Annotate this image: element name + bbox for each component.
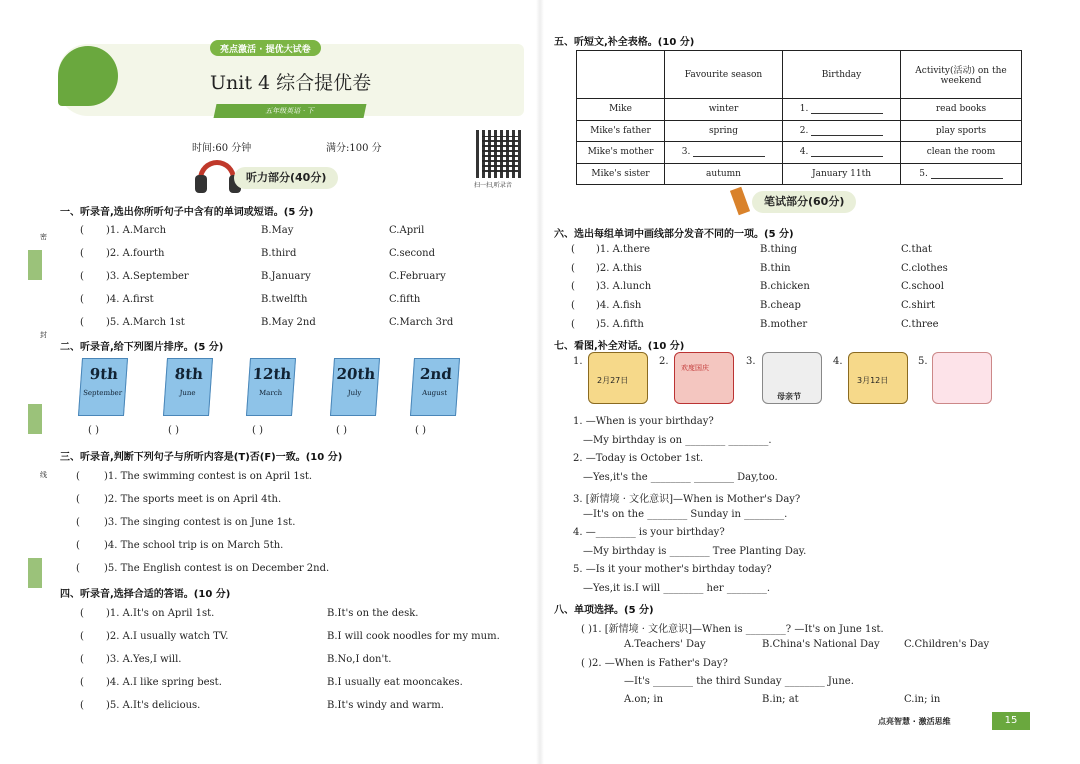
option-a: )5. A.March 1st — [106, 317, 185, 328]
answer-paren[interactable]: ( ) — [336, 425, 347, 436]
picture-number: 4. — [833, 356, 843, 367]
date-card: 8th June — [163, 358, 213, 416]
option-b: B.cheap — [760, 300, 801, 311]
dialogue-line: —My birthday is on ________ ________. — [583, 435, 772, 446]
section-6-title: 六、选出每组单词中画线部分发音不同的一项。(5 分) — [554, 229, 794, 240]
option-a: )2. A.I usually watch TV. — [106, 631, 229, 642]
option-a: )4. A.first — [106, 294, 154, 305]
dialogue-line: —Yes,it is.I will ________ her ________. — [583, 583, 771, 594]
statement: )3. The singing contest is on June 1st. — [104, 517, 296, 528]
dialogue-line: 1. —When is your birthday? — [573, 416, 714, 427]
answer-paren[interactable]: ( — [76, 517, 80, 528]
date-card: 20th July — [330, 358, 380, 416]
table-cell: read books — [901, 99, 1022, 121]
mothers-day-icon: 母亲节 — [762, 352, 822, 404]
dialogue-line: 4. —________ is your birthday? — [573, 527, 725, 538]
answer-paren[interactable]: ( ) — [88, 425, 99, 436]
answer-paren[interactable]: ( — [571, 319, 575, 330]
option-c: C.shirt — [901, 300, 936, 311]
listening-section-title: 听力部分(40分) — [234, 167, 338, 189]
statement: )2. The sports meet is on April 4th. — [104, 494, 282, 505]
answer-paren[interactable]: ( — [80, 654, 84, 665]
option-b: B.No,I don't. — [327, 654, 392, 665]
option-c: C.that — [901, 244, 932, 255]
qr-caption: 扫一扫,听录音 — [474, 182, 512, 189]
answer-paren[interactable]: ( ) — [415, 425, 426, 436]
headphone-ear-icon — [195, 175, 207, 193]
table-cell[interactable]: 4. — [783, 142, 901, 164]
answer-paren[interactable]: ( — [80, 317, 84, 328]
option-c: C.clothes — [901, 263, 948, 274]
answer-paren[interactable]: ( — [571, 300, 575, 311]
table-cell: winter — [665, 99, 783, 121]
boy-washing-clothes-icon — [932, 352, 992, 404]
table-cell: spring — [665, 120, 783, 142]
option-a: A.Teachers' Day — [624, 639, 706, 650]
answer-paren[interactable]: ( — [571, 263, 575, 274]
question-2-line: —It's ________ the third Sunday ________ June. — [624, 676, 854, 687]
option-c: C.three — [901, 319, 939, 330]
dialogue-line: —My birthday is ________ Tree Planting Day. — [583, 546, 807, 557]
option-c: C.school — [901, 281, 944, 292]
option-b: B.It's on the desk. — [327, 608, 419, 619]
answer-paren[interactable]: ( — [80, 700, 84, 711]
option-b: B.China's National Day — [762, 639, 880, 650]
option-a: )2. A.this — [596, 263, 642, 274]
answer-paren[interactable]: ( — [80, 631, 84, 642]
option-b: B.It's windy and warm. — [327, 700, 444, 711]
table-cell[interactable]: 5. — [901, 163, 1022, 185]
date-card: 2nd August — [410, 358, 460, 416]
dialogue-line: 2. —Today is October 1st. — [573, 453, 704, 464]
section-5-title: 五、听短文,补全表格。(10 分) — [554, 37, 695, 48]
answer-paren[interactable]: ( ) — [168, 425, 179, 436]
table-header-cell: Birthday — [783, 51, 901, 99]
picture-number: 2. — [659, 356, 669, 367]
dialogue-line: —Yes,it's the ________ ________ Day,too. — [583, 472, 778, 483]
dialogue-line: —It's on the ________ Sunday in ________. — [583, 509, 788, 520]
question-2: ( )2. —When is Father's Day? — [581, 658, 728, 669]
answer-paren[interactable]: ( — [76, 494, 80, 505]
table-cell[interactable]: 3. — [665, 142, 783, 164]
answer-paren[interactable]: ( — [80, 677, 84, 688]
seal-mark: 封 — [40, 331, 47, 339]
answer-paren[interactable]: ( — [80, 608, 84, 619]
section-2-title: 二、听录音,给下列图片排序。(5 分) — [60, 342, 224, 353]
table-row — [577, 142, 1022, 164]
option-b: B.third — [261, 248, 297, 259]
dialogue-line: 5. —Is it your mother's birthday today? — [573, 564, 772, 575]
option-a: )4. A.I like spring best. — [106, 677, 222, 688]
answer-paren[interactable]: ( — [80, 225, 84, 236]
option-a: )3. A.Yes,I will. — [106, 654, 182, 665]
table-header-cell: Favourite season — [665, 51, 783, 99]
table-header-cell: Activity(活动) on the weekend — [901, 51, 1022, 99]
table-row — [577, 163, 1022, 185]
option-a: A.on; in — [624, 694, 664, 705]
table-cell: Mike — [577, 99, 665, 121]
option-b: B.January — [261, 271, 311, 282]
dialogue-line: 3. [新情境 · 文化意识]—When is Mother's Day? — [573, 494, 801, 505]
answer-paren[interactable]: ( — [76, 471, 80, 482]
option-c: C.second — [389, 248, 435, 259]
statement: )1. The swimming contest is on April 1st. — [104, 471, 313, 482]
date-card: 9th September — [78, 358, 128, 416]
answer-paren[interactable]: ( — [571, 244, 575, 255]
grade-subtitle: 五年级英语 · 下 — [214, 104, 367, 118]
right-page — [540, 0, 1080, 764]
answer-paren[interactable]: ( — [76, 540, 80, 551]
section-7-title: 七、看图,补全对话。(10 分) — [554, 341, 685, 352]
option-b: B.I usually eat mooncakes. — [327, 677, 463, 688]
pencil-icon — [730, 187, 750, 216]
calendar-icon: 3月12日 — [848, 352, 908, 404]
logo-leaf-icon — [58, 46, 118, 106]
option-a: )4. A.fish — [596, 300, 642, 311]
national-day-gate-icon: 欢度国庆 — [674, 352, 734, 404]
calendar-icon: 2月27日 — [588, 352, 648, 404]
option-a: )1. A.there — [596, 244, 651, 255]
section-3-title: 三、听录音,判断下列句子与所听内容是(T)否(F)一致。(10 分) — [60, 452, 343, 463]
table-header-cell — [577, 51, 665, 99]
table-cell: January 11th — [783, 163, 901, 185]
side-tab — [28, 558, 42, 588]
option-c: C.February — [389, 271, 446, 282]
option-b: B.twelfth — [261, 294, 308, 305]
table-row — [577, 99, 1022, 121]
section-4-title: 四、听录音,选择合适的答语。(10 分) — [60, 589, 231, 600]
option-b: B.thing — [760, 244, 798, 255]
seal-mark: 密 — [40, 233, 47, 241]
table-row — [577, 120, 1022, 142]
option-b: B.May — [261, 225, 294, 236]
option-a: )3. A.September — [106, 271, 189, 282]
option-b: B.I will cook noodles for my mum. — [327, 631, 500, 642]
seal-mark: 线 — [40, 471, 47, 479]
table-cell: clean the room — [901, 142, 1022, 164]
side-tab — [28, 250, 42, 280]
table-cell: play sports — [901, 120, 1022, 142]
table-cell: Mike's mother — [577, 142, 665, 164]
option-a: )3. A.lunch — [596, 281, 652, 292]
page-title: Unit 4 综合提优卷 — [210, 72, 372, 94]
option-a: )1. A.It's on April 1st. — [106, 608, 215, 619]
option-b: B.thin — [760, 263, 791, 274]
option-a: )1. A.March — [106, 225, 167, 236]
table-cell: Mike's father — [577, 120, 665, 142]
qr-code-icon[interactable] — [476, 130, 524, 178]
section-8-title: 八、单项选择。(5 分) — [554, 605, 654, 616]
option-c: C.in; in — [904, 694, 941, 705]
answer-paren[interactable]: ( — [571, 281, 575, 292]
date-card: 12th March — [246, 358, 296, 416]
option-a: )5. A.fifth — [596, 319, 644, 330]
picture-number: 5. — [918, 356, 928, 367]
footer-slogan: 点亮智慧 · 激活思维 — [878, 717, 951, 726]
statement: )5. The English contest is on December 2nd. — [104, 563, 330, 574]
writing-section-title: 笔试部分(60分) — [752, 191, 856, 213]
section-5-table — [576, 50, 1022, 185]
answer-paren[interactable]: ( — [76, 563, 80, 574]
option-c: C.fifth — [389, 294, 421, 305]
option-c: C.April — [389, 225, 425, 236]
answer-paren[interactable]: ( — [80, 294, 84, 305]
full-score: 满分:100 分 — [326, 143, 382, 154]
table-cell: Mike's sister — [577, 163, 665, 185]
answer-paren[interactable]: ( ) — [252, 425, 263, 436]
option-a: )2. A.fourth — [106, 248, 165, 259]
option-b: B.chicken — [760, 281, 810, 292]
side-tab — [28, 404, 42, 434]
picture-number: 1. — [573, 356, 583, 367]
option-c: C.March 3rd — [389, 317, 454, 328]
page-number: 15 — [992, 712, 1030, 730]
table-cell: autumn — [665, 163, 783, 185]
time-limit: 时间:60 分钟 — [192, 143, 252, 154]
section-1-title: 一、听录音,选出你所听句子中含有的单词或短语。(5 分) — [60, 207, 314, 218]
table-cell[interactable]: 1. — [783, 99, 901, 121]
answer-paren[interactable]: ( — [80, 248, 84, 259]
option-c: C.Children's Day — [904, 639, 990, 650]
option-b: B.mother — [760, 319, 808, 330]
banner-tag: 亮点激活 · 提优大试卷 — [210, 40, 321, 56]
answer-paren[interactable]: ( — [80, 271, 84, 282]
statement: )4. The school trip is on March 5th. — [104, 540, 284, 551]
table-cell[interactable]: 2. — [783, 120, 901, 142]
question-1: ( )1. [新情境 · 文化意识]—When is ________? —It's on June 1st. — [581, 624, 884, 635]
option-b: B.May 2nd — [261, 317, 316, 328]
picture-number: 3. — [746, 356, 756, 367]
option-b: B.in; at — [762, 694, 799, 705]
option-a: )5. A.It's delicious. — [106, 700, 201, 711]
